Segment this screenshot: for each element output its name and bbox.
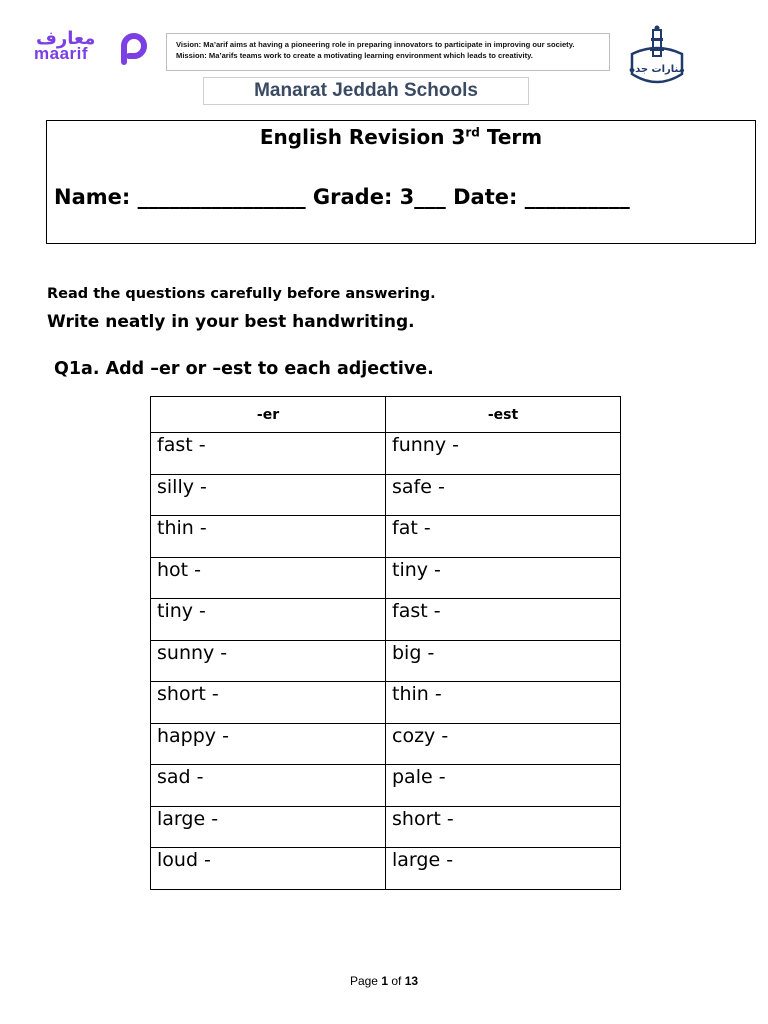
- er-cell[interactable]: fast -: [151, 433, 386, 475]
- er-cell[interactable]: silly -: [151, 474, 386, 516]
- er-cell[interactable]: tiny -: [151, 599, 386, 641]
- student-fields: [54, 185, 630, 209]
- title-box: [46, 120, 756, 244]
- header-er: -er: [151, 397, 386, 433]
- est-cell[interactable]: safe -: [386, 474, 621, 516]
- page-title: English Revision 3rd Term: [259, 125, 543, 149]
- er-cell[interactable]: thin -: [151, 516, 386, 558]
- date-blank[interactable]: __________: [524, 185, 630, 209]
- table-row: [151, 682, 621, 724]
- instruction-read-carefully: Read the questions carefully before answering.: [47, 286, 436, 302]
- school-name: Manarat Jeddah Schools: [203, 77, 529, 105]
- grade-label: Grade: 3: [312, 185, 415, 209]
- date-label: Date:: [453, 185, 518, 209]
- maarif-logo-english: maarif: [34, 44, 89, 63]
- table-row: [151, 557, 621, 599]
- school-crest-icon: [626, 24, 688, 94]
- est-cell[interactable]: funny -: [386, 433, 621, 475]
- er-cell[interactable]: sad -: [151, 765, 386, 807]
- est-cell[interactable]: fat -: [386, 516, 621, 558]
- est-cell[interactable]: cozy -: [386, 723, 621, 765]
- page-footer: Page 1 of 13: [349, 974, 419, 988]
- est-cell[interactable]: tiny -: [386, 557, 621, 599]
- er-cell[interactable]: loud -: [151, 848, 386, 890]
- name-blank[interactable]: ________________: [137, 185, 306, 209]
- mission-text: Mission: Ma’arifs teams work to create a motivating learning environment which leads to creativity.: [176, 51, 533, 60]
- er-cell[interactable]: happy -: [151, 723, 386, 765]
- page-total: 13: [404, 974, 419, 988]
- table-row: [151, 516, 621, 558]
- er-cell[interactable]: sunny -: [151, 640, 386, 682]
- est-cell[interactable]: large -: [386, 848, 621, 890]
- table-row: [151, 848, 621, 890]
- est-cell[interactable]: pale -: [386, 765, 621, 807]
- est-cell[interactable]: short -: [386, 806, 621, 848]
- est-cell[interactable]: thin -: [386, 682, 621, 724]
- table-row: [151, 474, 621, 516]
- maarif-logo-mark-icon: [116, 32, 152, 66]
- maarif-logo-arabic: معارف: [36, 28, 96, 49]
- table-header-row: [151, 397, 621, 433]
- er-cell[interactable]: short -: [151, 682, 386, 724]
- vision-mission-box: [166, 33, 610, 71]
- vision-text: Vision: Ma’arif aims at having a pioneering role in preparing innovators to participate in improving our society.: [176, 40, 575, 49]
- er-cell[interactable]: large -: [151, 806, 386, 848]
- header-est: -est: [386, 397, 621, 433]
- table-row: [151, 723, 621, 765]
- grade-blank[interactable]: ___: [414, 185, 446, 209]
- table-row: [151, 806, 621, 848]
- er-cell[interactable]: hot -: [151, 557, 386, 599]
- title-superscript: rd: [465, 125, 480, 140]
- est-cell[interactable]: big -: [386, 640, 621, 682]
- crest-text: منارات جدة: [629, 64, 685, 75]
- instruction-write-neatly: Write neatly in your best handwriting.: [47, 312, 415, 332]
- question-q1a: Q1a. Add –er or –est to each adjective.: [54, 359, 434, 379]
- table-row: [151, 433, 621, 475]
- table-row: [151, 765, 621, 807]
- page-number: 1: [381, 974, 388, 988]
- name-label: Name:: [54, 185, 131, 209]
- adjective-table: [150, 396, 621, 890]
- table-row: [151, 599, 621, 641]
- est-cell[interactable]: fast -: [386, 599, 621, 641]
- table-row: [151, 640, 621, 682]
